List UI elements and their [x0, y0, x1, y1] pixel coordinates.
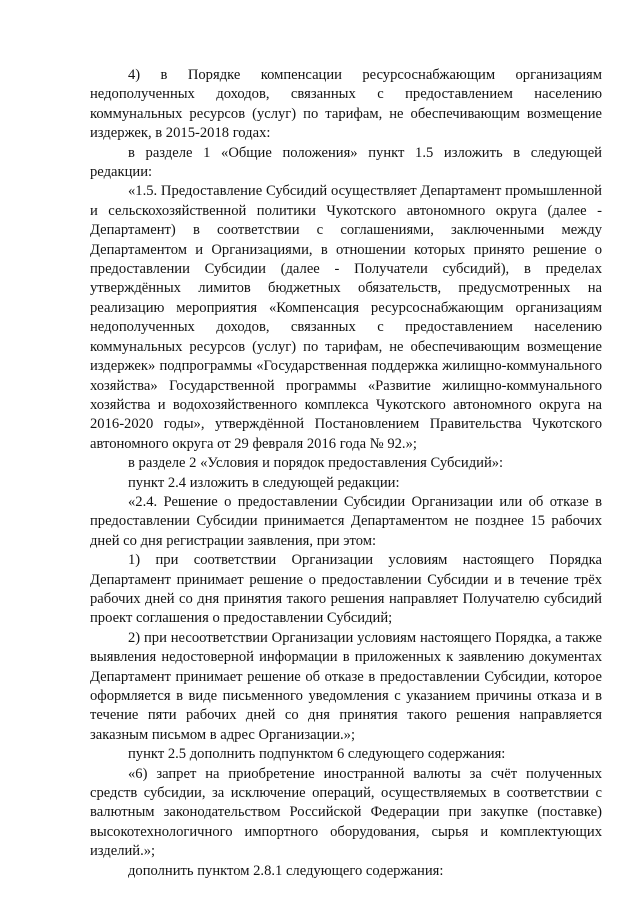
paragraph-section-1: в разделе 1 «Общие положения» пункт 1.5 изложить в следующей редакции: [90, 144, 602, 181]
paragraph-subclause-2: 2) при несоответствии Организации условиям настоящего Порядка, а также выявления недостоверной информации в приложенных к заявлению документах Департамент принимает решение об отказе в предоставлении Субсидии, которое оформляется в виде письменного уведомления с указанием причины отказа и в течение пяти рабочих дней со дня принятия такого решения направляется заказным письмом в адрес Организации.»; [90, 629, 602, 743]
paragraph-subclause-1: 1) при соответствии Организации условиям настоящего Порядка Департамент принимает решение о предоставлении Субсидии и в течение трёх рабочих дней со дня принятия такого решения направляет Получателю субсидий проект соглашения о предоставлении Субсидий; [90, 552, 602, 627]
document-body [90, 66, 602, 881]
paragraph-clause-2-8-1-intro: дополнить пунктом 2.8.1 следующего содержания: [128, 862, 444, 879]
paragraph-clause-2-4-intro: пункт 2.4 изложить в следующей редакции: [128, 474, 400, 491]
paragraph-clause-1-5: «1.5. Предоставление Субсидий осуществляет Департамент промышленной и сельскохозяйственной политики Чукотского автономного округа (далее - Департамент) в соответствии с соглашениями, заключенными между Департаментом и Организациями, в отношении которых принято решение о предоставлении Субсидии (далее - Получатели субсидий), в пределах утверждённых лимитов бюджетных обязательств, предусмотренных на реализацию мероприятия «Компенсация ресурсоснабжающим организациям недополученных доходов, связанных с предоставлением населению коммунальных ресурсов (услуг) по тарифам, не обеспечивающим возмещение издержек» подпрограммы «Государственная поддержка жилищно-коммунального хозяйства» Государственной программы «Развитие жилищно-коммунального хозяйства и водохозяйственного комплекса Чукотского автономного округа на 2016-2020 годы», утверждённой Постановлением Правительства Чукотского автономного округа от 29 февраля 2016 года № 92.»; [90, 183, 602, 452]
paragraph-subclause-6: «6) запрет на приобретение иностранной валюты за счёт полученных средств субсидии, за исключение операций, осуществляемых в соответствии с валютным законодательством Российской Федерации при закупке (поставке) высокотехнологичного импортного оборудования, сырья и комплектующих изделий.»; [90, 765, 602, 860]
paragraph-item-4: 4) в Порядке компенсации ресурсоснабжающим организациям недополученных доходов, связанных с предоставлением населению коммунальных ресурсов (услуг) по тарифам, не обеспечивающим возмещение издержек, в 2015-2018 годах: [90, 67, 602, 142]
paragraph-section-2: в разделе 2 «Условия и порядок предоставления Субсидий»: [128, 455, 504, 472]
paragraph-clause-2-4: «2.4. Решение о предоставлении Субсидии Организации или об отказе в предоставлении Субсидии принимается Департаментом не позднее 15 рабочих дней со дня регистрации заявления, при этом: [90, 493, 602, 549]
paragraph-clause-2-5-intro: пункт 2.5 дополнить подпунктом 6 следующего содержания: [128, 746, 506, 763]
